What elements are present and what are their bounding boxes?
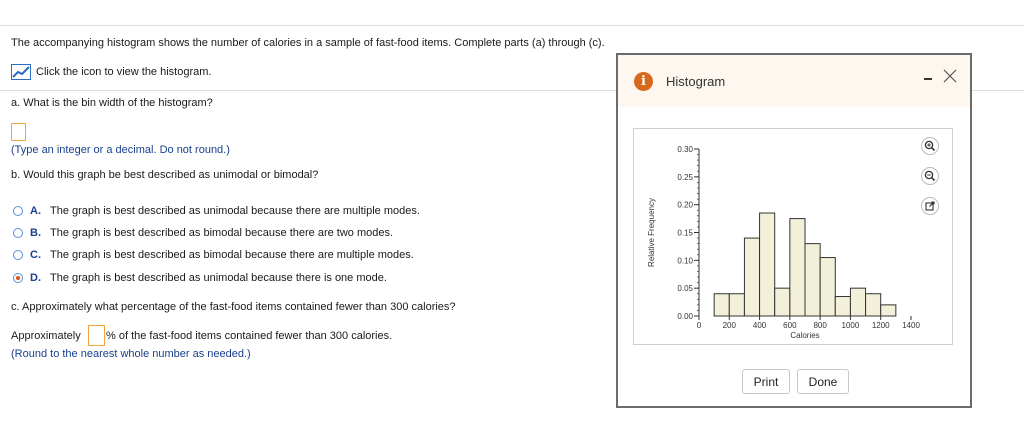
- zoom-out-icon[interactable]: [921, 167, 939, 185]
- part-a-prompt: a. What is the bin width of the histogram?: [11, 97, 213, 109]
- option-d-radio[interactable]: [13, 273, 23, 283]
- part-c-suffix: % of the fast-food items contained fewer than 300 calories.: [106, 330, 393, 342]
- histogram-bar: [775, 288, 790, 316]
- y-tick-label: 0.00: [677, 312, 693, 321]
- question-intro: The accompanying histogram shows the number of calories in a sample of fast-food items. Complete parts (a) through (c).: [11, 37, 605, 49]
- top-divider: [0, 25, 1024, 26]
- info-icon: i: [634, 72, 653, 91]
- option-a-radio[interactable]: [13, 206, 23, 216]
- histogram-bar: [714, 294, 729, 316]
- part-b-prompt: b. Would this graph be best described as unimodal or bimodal?: [11, 169, 319, 181]
- option-b-text[interactable]: The graph is best described as bimodal because there are two modes.: [50, 227, 394, 239]
- zoom-in-icon[interactable]: [921, 137, 939, 155]
- option-d-text[interactable]: The graph is best described as unimodal because there is one mode.: [50, 272, 387, 284]
- option-c-radio[interactable]: [13, 250, 23, 260]
- part-c-prefix: Approximately: [11, 330, 81, 342]
- option-d-letter: D.: [30, 272, 41, 284]
- x-tick-label: 200: [722, 321, 736, 330]
- y-tick-label: 0.05: [677, 284, 693, 294]
- x-tick-label: 1400: [902, 321, 920, 330]
- histogram-bar: [850, 288, 865, 316]
- y-tick-label: 0.25: [677, 172, 693, 182]
- option-c-text[interactable]: The graph is best described as bimodal because there are multiple modes.: [50, 249, 414, 261]
- x-tick-label: 1000: [841, 321, 860, 330]
- histogram-bar: [760, 213, 775, 316]
- part-c-hint: (Round to the nearest whole number as needed.): [11, 348, 251, 360]
- histogram-bar: [835, 297, 850, 316]
- x-tick-label: 0: [696, 321, 702, 330]
- histogram-bar: [820, 258, 835, 316]
- option-c-letter: C.: [30, 249, 41, 261]
- histogram-bar: [805, 244, 820, 316]
- option-a-letter: A.: [30, 205, 41, 217]
- x-tick-label: 600: [783, 321, 797, 330]
- y-tick-label: 0.15: [677, 228, 693, 238]
- dialog-title: Histogram: [666, 74, 726, 89]
- done-button[interactable]: Done: [797, 369, 849, 394]
- histogram-bar: [790, 219, 805, 316]
- histogram-chart: [634, 129, 952, 344]
- part-c-prompt: c. Approximately what percentage of the fast-food items contained fewer than 300 calories?: [11, 301, 456, 313]
- histogram-dialog: [616, 53, 972, 408]
- view-histogram-link[interactable]: Click the icon to view the histogram.: [36, 66, 212, 78]
- close-icon[interactable]: [942, 68, 958, 84]
- histogram-bar: [866, 294, 881, 316]
- line-chart-icon[interactable]: [11, 64, 31, 80]
- option-b-radio[interactable]: [13, 228, 23, 238]
- y-tick-label: 0.30: [677, 145, 693, 154]
- chart-frame: [633, 128, 953, 345]
- histogram-bar: [881, 305, 896, 316]
- print-button[interactable]: Print: [742, 369, 790, 394]
- open-new-window-icon[interactable]: [921, 197, 939, 215]
- y-axis-label: Relative Frequency: [647, 198, 656, 267]
- x-tick-label: 800: [813, 321, 827, 330]
- minimize-icon[interactable]: [924, 78, 932, 80]
- y-tick-label: 0.20: [677, 200, 693, 210]
- histogram-bar: [744, 238, 759, 316]
- y-tick-label: 0.10: [677, 256, 693, 266]
- x-axis-label: Calories: [790, 331, 820, 340]
- percentage-input[interactable]: [88, 325, 105, 346]
- dialog-header: [618, 55, 970, 107]
- x-tick-label: 400: [752, 321, 767, 330]
- bin-width-input[interactable]: [11, 123, 26, 141]
- part-a-hint: (Type an integer or a decimal. Do not round.): [11, 144, 230, 156]
- option-a-text[interactable]: The graph is best described as unimodal because there are multiple modes.: [50, 205, 420, 217]
- x-tick-label: 1200: [871, 321, 890, 330]
- histogram-bar: [729, 294, 744, 316]
- option-b-letter: B.: [30, 227, 41, 239]
